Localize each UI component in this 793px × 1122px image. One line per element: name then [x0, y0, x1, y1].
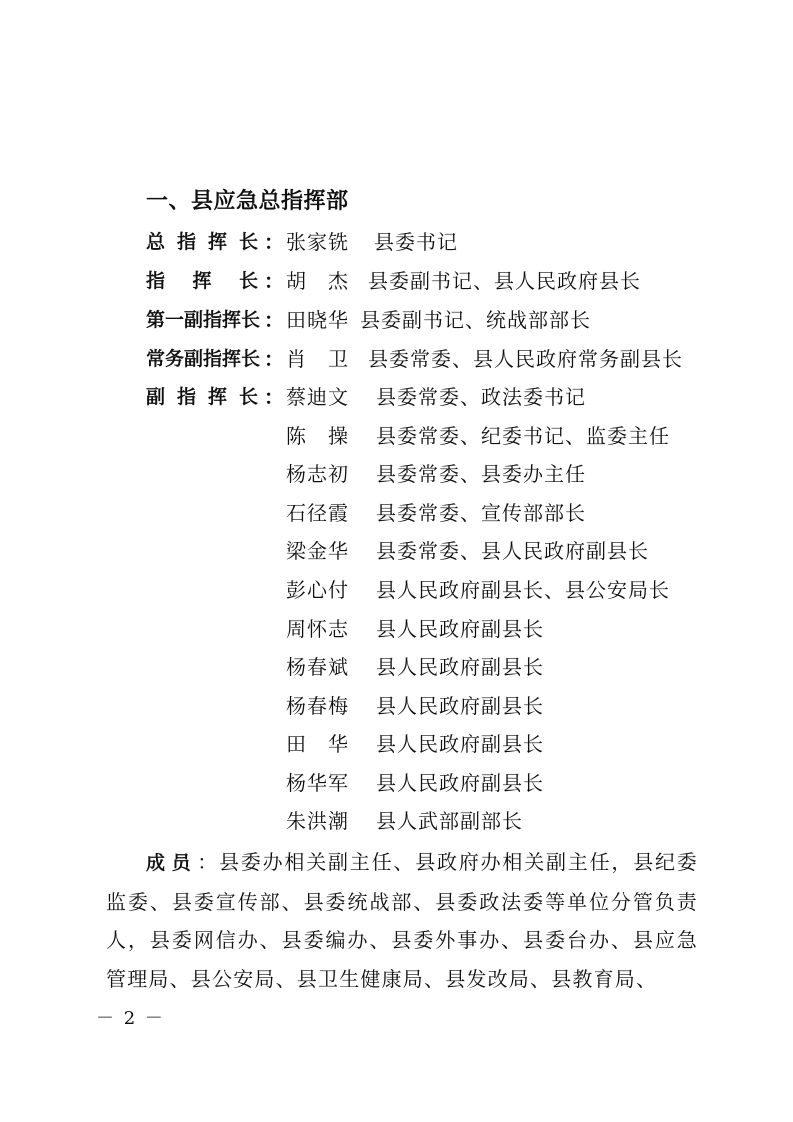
role-colon: ： — [264, 230, 284, 254]
role-colon: ： — [264, 269, 284, 293]
section-heading: 一、县应急总指挥部 — [146, 189, 349, 214]
leader-title: 县委常委、政法委书记 — [376, 385, 586, 409]
leader-name: 胡 杰 — [286, 269, 349, 293]
deputy-name: 周怀志 — [286, 617, 349, 641]
deputy-name: 石径霞 — [286, 501, 349, 525]
page-number: － 2 － — [96, 1008, 165, 1029]
deputy-title: 县人民政府副县长、县公安局长 — [376, 578, 670, 602]
deputy-name: 梁金华 — [286, 539, 349, 563]
deputy-name: 杨志初 — [286, 462, 349, 486]
members-text: 县委办相关副主任、县政府办相关副主任，县纪委监委、县委宣传部、县委统战部、县委政法委等单位分管负责人，县委网信办、县委编办、县委外事办、县委台办、县应急管理局、县公安局、县卫生健康局、县发改局、县教育局、 — [106, 850, 698, 991]
leader-name: 田晓华 — [286, 308, 349, 332]
role-colon: ： — [264, 308, 284, 332]
deputy-name: 杨春斌 — [286, 655, 349, 679]
deputy-title: 县人民政府副县长 — [376, 655, 544, 679]
deputy-title: 县委常委、宣传部部长 — [376, 501, 586, 525]
members-colon: ： — [197, 850, 220, 874]
deputy-name: 陈 操 — [286, 424, 349, 448]
leader-title: 县委常委、县人民政府常务副县长 — [368, 347, 683, 371]
role-label: 副指挥长 — [146, 386, 258, 408]
deputy-name: 彭心付 — [286, 578, 349, 602]
deputy-name: 朱洪潮 — [286, 809, 349, 833]
deputy-title: 县委常委、县人民政府副县长 — [376, 539, 649, 563]
deputy-title: 县人民政府副县长 — [376, 694, 544, 718]
deputy-title: 县人民政府副县长 — [376, 771, 544, 795]
role-colon: ： — [264, 347, 284, 371]
members-label: 成员 — [146, 852, 198, 874]
deputy-name: 杨春梅 — [286, 694, 349, 718]
role-label: 指挥长 — [146, 270, 258, 292]
members-paragraph — [106, 843, 698, 998]
leader-title: 县委副书记、统战部部长 — [360, 308, 591, 332]
deputy-name: 田 华 — [286, 732, 349, 756]
deputy-title: 县人民政府副县长 — [376, 617, 544, 641]
role-label: 常务副指挥长 — [146, 348, 261, 370]
role-label: 总指挥长 — [146, 231, 258, 253]
leader-title: 县委副书记、县人民政府县长 — [368, 269, 641, 293]
leader-name: 蔡迪文 — [286, 385, 349, 409]
leader-name: 肖 卫 — [286, 347, 349, 371]
deputy-title: 县人民政府副县长 — [376, 732, 544, 756]
leader-name: 张家铣 — [286, 230, 349, 254]
deputy-name: 杨华军 — [286, 771, 349, 795]
deputy-title: 县人武部副部长 — [376, 809, 523, 833]
deputy-title: 县委常委、纪委书记、监委主任 — [376, 424, 670, 448]
deputy-title: 县委常委、县委办主任 — [376, 462, 586, 486]
role-colon: ： — [264, 385, 284, 409]
role-label: 第一副指挥长 — [146, 309, 261, 331]
leader-title: 县委书记 — [374, 230, 458, 254]
